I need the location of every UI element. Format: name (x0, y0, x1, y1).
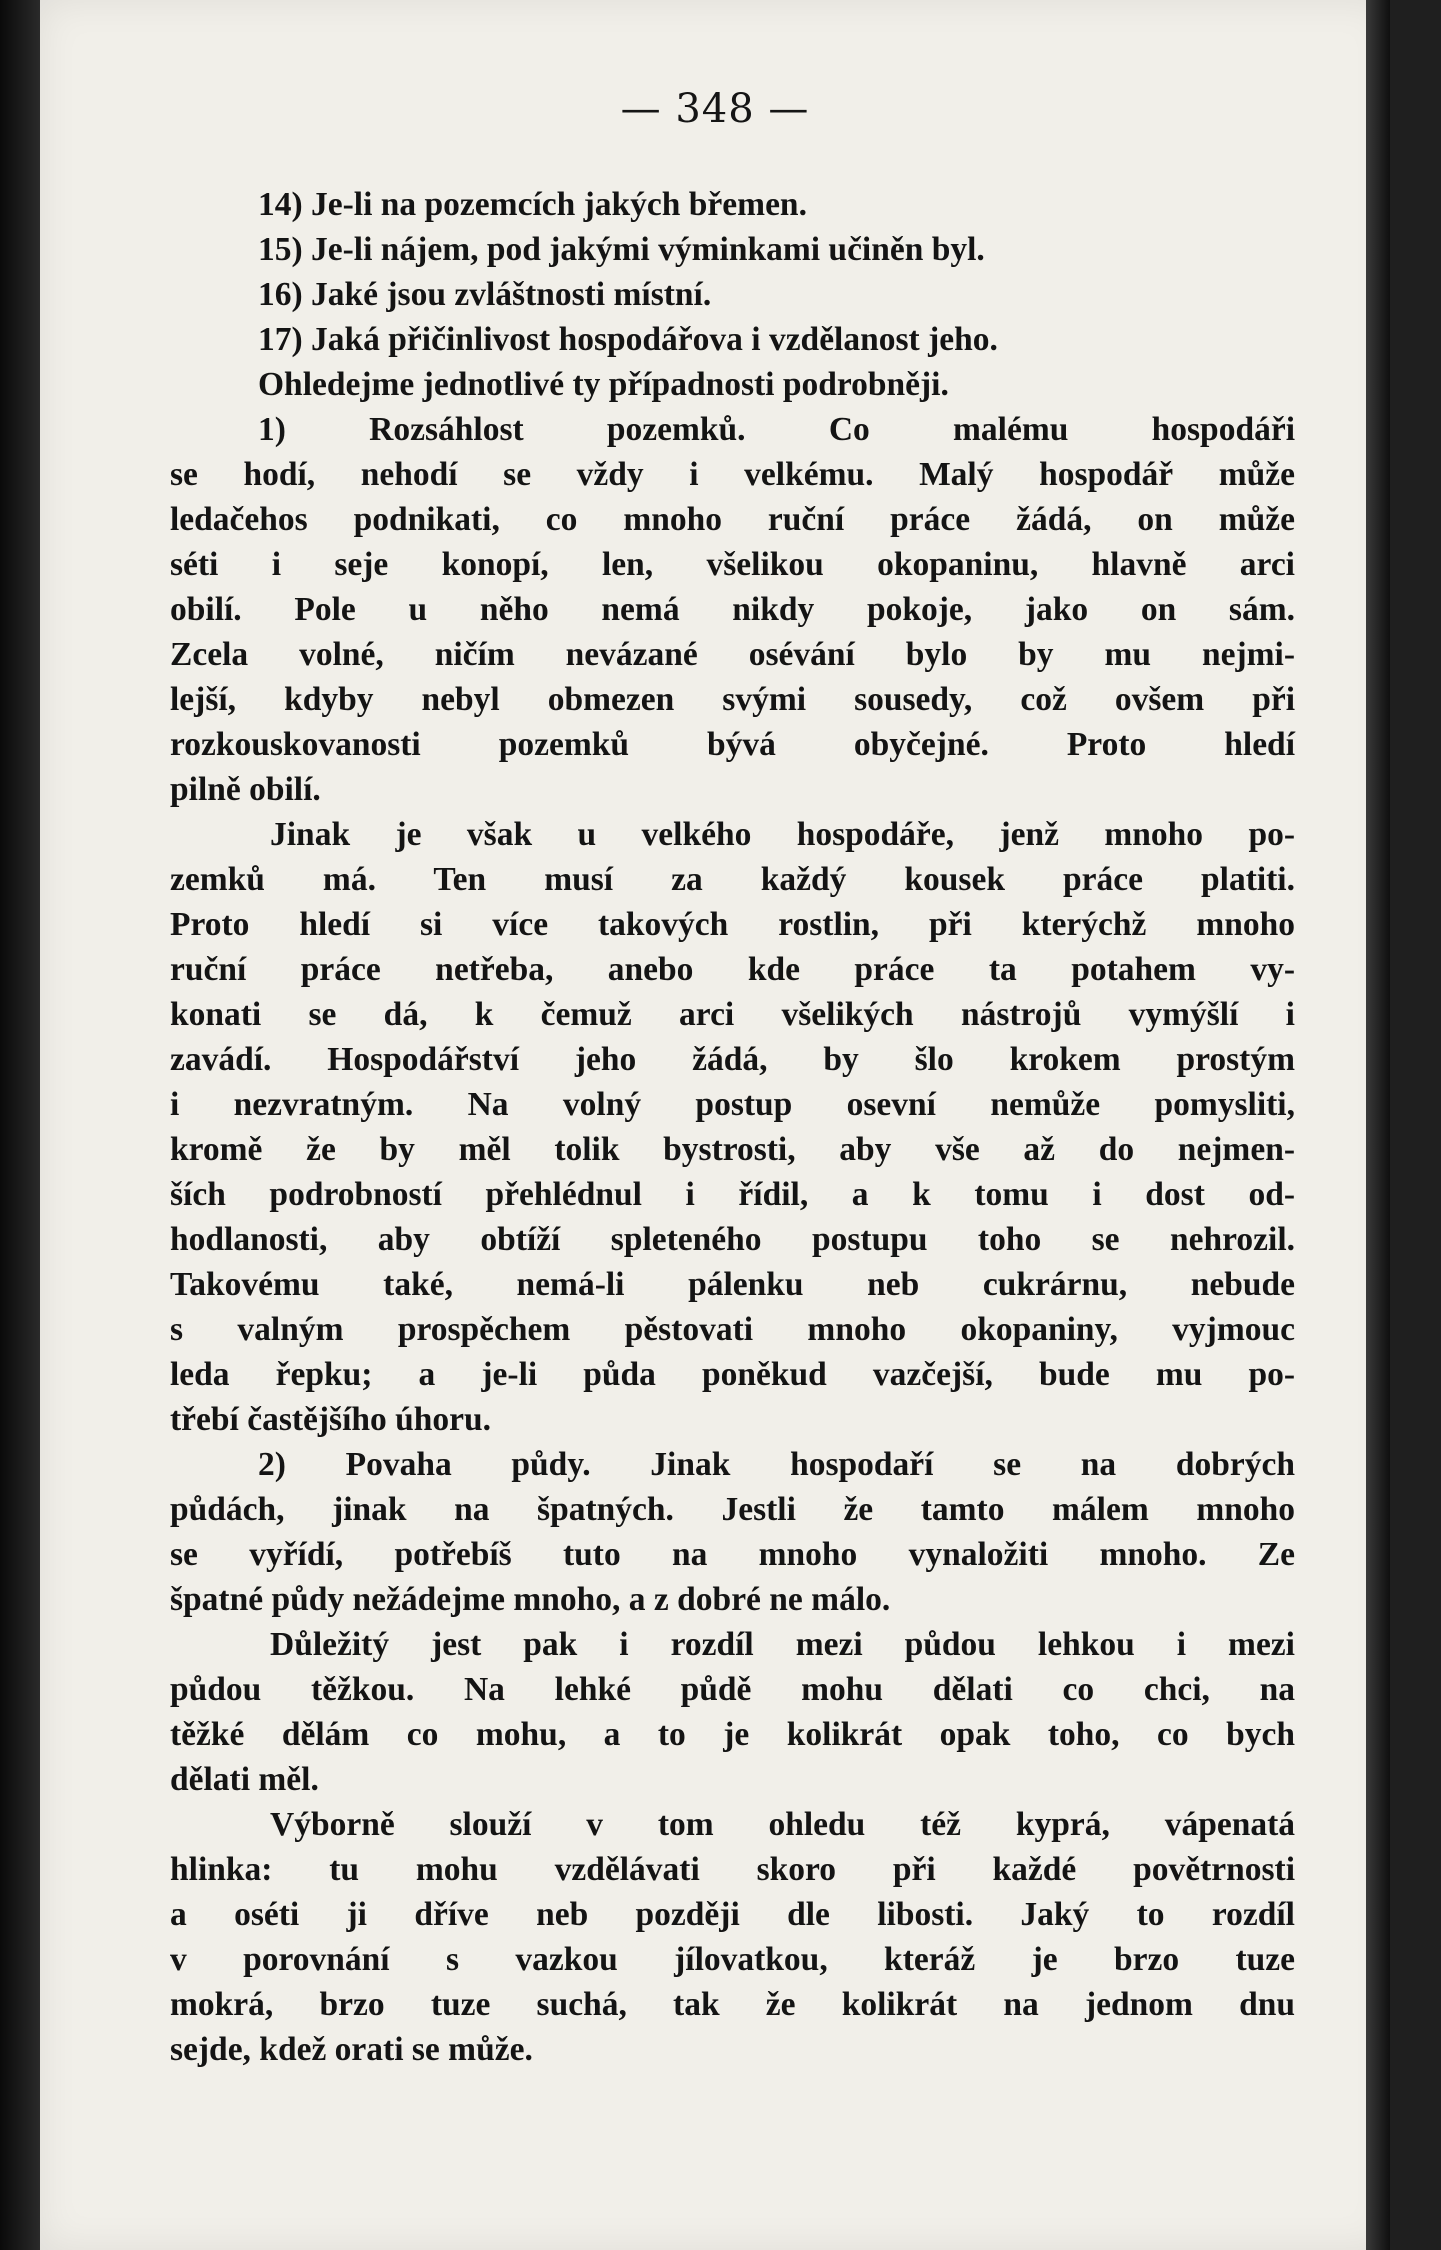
text-line: rozkouskovanosti pozemků bývá obyčejné. Proto hledí (170, 726, 1295, 763)
text-line: sejde, kdež orati se může. (170, 2031, 533, 2068)
text-line: pilně obilí. (170, 771, 321, 808)
text-line: se hodí, nehodí se vždy i velkému. Malý hospodář může (170, 456, 1295, 493)
text-line: Zcela volné, ničím nevázané osévání bylo by mu nejmi- (170, 636, 1295, 673)
text-line: ruční práce netřeba, anebo kde práce ta potahem vy- (170, 951, 1295, 988)
text-line: 2) Povaha půdy. Jinak hospodaří se na dobrých (258, 1446, 1295, 1483)
text-line: Ohledejme jednotlivé ty případnosti podrobněji. (258, 366, 949, 403)
text-line: hlinka: tu mohu vzdělávati skoro při každé povětrnosti (170, 1851, 1295, 1888)
page-number: — 348 — (620, 86, 810, 132)
text-line: séti i seje konopí, len, všelikou okopaninu, hlavně arci (170, 546, 1295, 583)
text-line: třebí častějšího úhoru. (170, 1401, 492, 1438)
text-line: dělati měl. (170, 1761, 319, 1798)
text-line: zavádí. Hospodářství jeho žádá, by šlo krokem prostým (170, 1041, 1295, 1078)
scan-left-edge (0, 0, 40, 2250)
scan-right-edge (1366, 0, 1390, 2250)
text-line: Jinak je však u velkého hospodáře, jenž mnoho po- (270, 816, 1295, 853)
text-line: a oséti ji dříve neb později dle libosti. Jaký to rozdíl (170, 1896, 1295, 1933)
text-line: půdách, jinak na špatných. Jestli že tamto málem mnoho (170, 1491, 1295, 1528)
text-line: konati se dá, k čemuž arci všelikých nástrojů vymýšlí i (170, 996, 1295, 1033)
text-line: mokrá, brzo tuze suchá, tak že kolikrát na jednom dnu (170, 1986, 1295, 2023)
text-line: 14) Je-li na pozemcích jakých břemen. (258, 186, 807, 223)
text-line: 16) Jaké jsou zvláštnosti místní. (258, 276, 712, 313)
text-line: Proto hledí si více takových rostlin, při kterýchž mnoho (170, 906, 1295, 943)
text-line: i nezvratným. Na volný postup osevní nemůže pomysliti, (170, 1086, 1295, 1123)
text-line: hodlanosti, aby obtíží spleteného postupu toho se nehrozil. (170, 1221, 1295, 1258)
text-line: půdou těžkou. Na lehké půdě mohu dělati co chci, na (170, 1671, 1295, 1708)
text-line: lejší, kdyby nebyl obmezen svými sousedy, což ovšem při (170, 681, 1295, 718)
text-line: těžké dělám co mohu, a to je kolikrát opak toho, co bych (170, 1716, 1295, 1753)
text-line: 17) Jaká přičinlivost hospodářova i vzdělanost jeho. (258, 321, 998, 358)
text-line: špatné půdy nežádejme mnoho, a z dobré ne málo. (170, 1581, 891, 1618)
text-line: Výborně slouží v tom ohledu též kyprá, vápenatá (270, 1806, 1295, 1843)
text-line: ledačehos podnikati, co mnoho ruční práce žádá, on může (170, 501, 1295, 538)
text-line: leda řepku; a je-li půda poněkud vazčejší, bude mu po- (170, 1356, 1295, 1393)
text-line: ších podrobností přehlédnul i řídil, a k tomu i dost od- (170, 1176, 1295, 1213)
text-line: kromě že by měl tolik bystrosti, aby vše až do nejmen- (170, 1131, 1295, 1168)
text-line: se vyřídí, potřebíš tuto na mnoho vynaložiti mnoho. Ze (170, 1536, 1295, 1573)
book-page (40, 0, 1390, 2250)
text-line: s valným prospěchem pěstovati mnoho okopaniny, vyjmouc (170, 1311, 1295, 1348)
text-line: 15) Je-li nájem, pod jakými výminkami učiněn byl. (258, 231, 985, 268)
text-line: 1) Rozsáhlost pozemků. Co malému hospodáři (258, 411, 1295, 448)
body-text (170, 182, 1295, 2072)
text-line: v porovnání s vazkou jílovatkou, kteráž je brzo tuze (170, 1941, 1295, 1978)
text-line: Takovému také, nemá-li pálenku neb cukrárnu, nebude (170, 1266, 1295, 1303)
text-line: zemků má. Ten musí za každý kousek práce platiti. (170, 861, 1295, 898)
text-line: Důležitý jest pak i rozdíl mezi půdou lehkou i mezi (270, 1626, 1295, 1663)
text-line: obilí. Pole u něho nemá nikdy pokoje, jako on sám. (170, 591, 1295, 628)
